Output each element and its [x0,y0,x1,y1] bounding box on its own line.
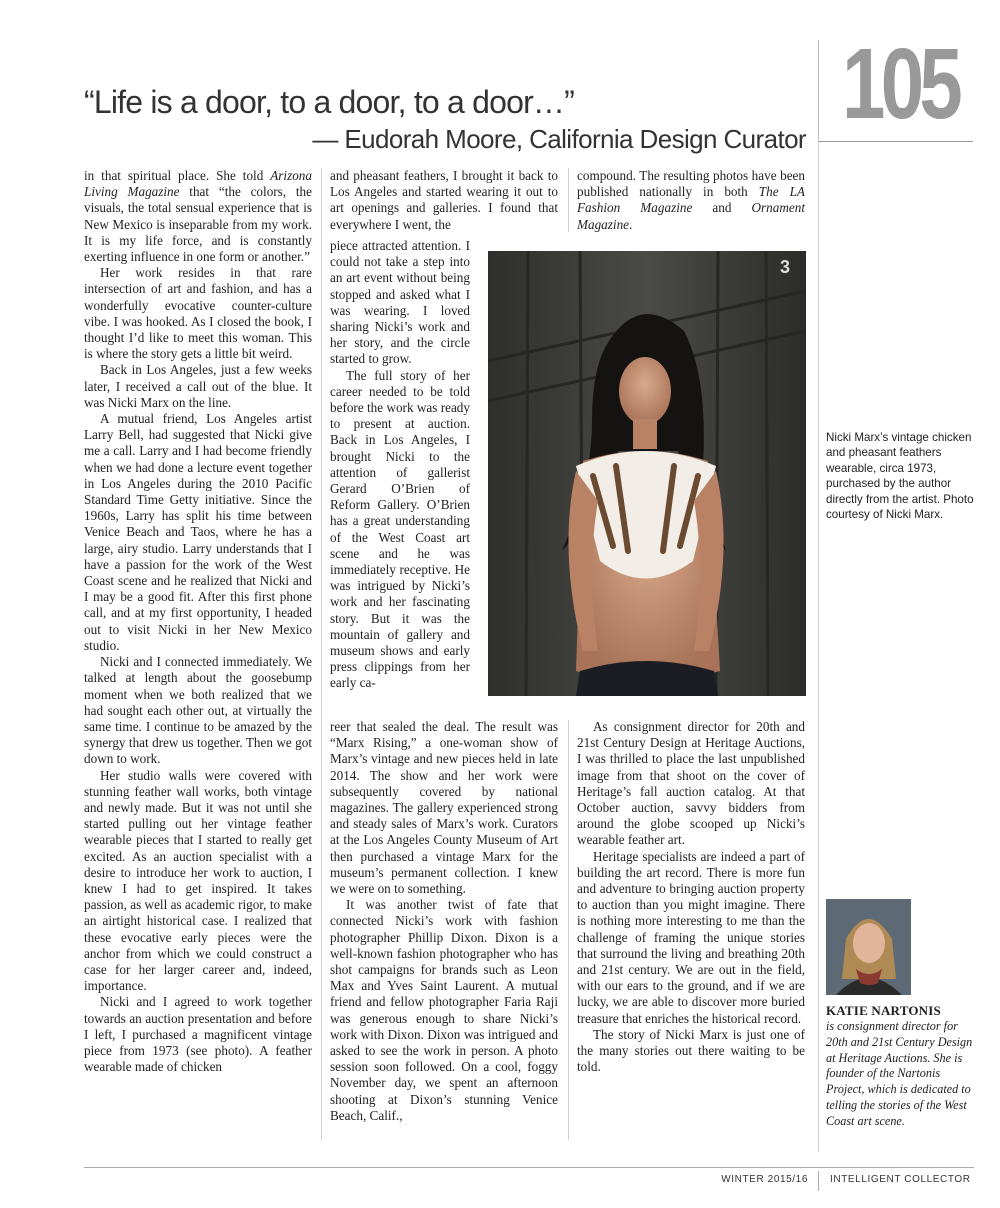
magazine-title: The LA Fashion Magazine [577,184,805,216]
svg-text:3: 3 [780,257,791,277]
author-photo [826,899,911,995]
quote-attribution: — Eudorah Moore, California Design Curator [312,124,806,154]
magazine-title: Ornament Magazine [577,200,805,232]
author-bio: is consignment director for 20th and 21st Century Design at Heritage Auctions. She is founder of the Nartonis Project, which is dedicated to telling the stories of the West Coast art scene. [826,1019,973,1128]
paragraph: The story of Nicki Marx is just one of the many stories out there waiting to be told. [577,1026,805,1075]
paragraph: Heritage specialists are indeed a part of building the art record. There is more fun and adventure to bringing auction property to auction than you might imagine. There is nothing more interesting to me than the challenge of framing the unique stories that surround the living and breathing 20th and 21st century. We are out in the field, with our ears to the ground, and if we are lucky, we are able to discover more buried treasure that enriches the historical record. [577,848,805,1026]
paragraph: Back in Los Angeles, just a few weeks later, I received a call out of the blue. It was Nicki Marx on the line. [84,362,312,410]
feather-wearable-photo [488,251,806,696]
paragraph: piece attracted attention. I could not take a step into an art event without being stopped and asked what I was wearing. I loved sharing Nicki’s work and her story, and the circle started to grow. [330,238,470,367]
article-column-1 [84,168,312,1075]
author-portrait [826,899,911,995]
paragraph: A mutual friend, Los Angeles artist Larry Bell, had suggested that Nicki give me a call. Larry and I had become friendly when we had done a lecture event together in Los Angeles during the 2010 Pacific Standard Time Getty initiative. Since the 1960s, Larry has split his time between Venice Beach and Taos, where he has a large, airy studio. Larry understands that I have a passion for the work of the West Coast scene and he realized that Nicki and I may be a good fit. After this first phone call, and at my first opportunity, I headed out to visit Nicki in her New Mexico studio. [84,411,312,653]
footer-rule [84,1167,974,1168]
feature-photo [488,251,806,696]
article-column-2-bottom [330,719,558,1124]
paragraph: Her studio walls were covered with stunning feather wall works, both vintage and newly made. But it was not until she started pulling out her vintage feather wearable pieces that I started to really get excited. As an auction specialist with a desire to introduce her work to auction, I knew I had to get inspired. It takes passion, as well as academic rigor, to make an airtight historical case. I realized that these evocative early pieces were the anchor from which we could construct a case for her larger career and, indeed, importance. [84,767,312,994]
footer-separator [818,1171,819,1191]
paragraph: The full story of her career needed to be told before the work was ready to present at auction. Back in Los Angeles, I brought Nicki to the attention of gallerist Gerard O’Brien of Reform Gallery. O’Brien has a great understanding of the West Coast art scene and he was immediately receptive. He was intrigued by Nicki’s work and her fascinating story. But it was the mountain of gallery and museum shows and early press clippings from her early ca- [330,367,470,691]
column-rule-2-top [568,168,569,232]
article-column-3-bottom [577,719,805,1075]
column-rule-2-bottom [568,720,569,1140]
paragraph-1: in that spiritual place. She told Arizona Living Magazine that “the colors, the visuals, the total sensual experience that is New Mexico is inseparable from my work. It is my life force, and is constantly exerting influence in one form or another.” [84,168,312,265]
paragraph: Her work resides in that rare intersection of art and fashion, and has a wonderfully evocative counter-culture vibe. I was hooked. As I closed the book, I thought I’d like to meet this woman. This is where the story gets a little bit weird. [84,265,312,362]
pull-quote: “Life is a door, to a door, to a door…” [84,84,574,120]
paragraph: Nicki and I agreed to work together towards an auction presentation and before I left, I purchased a magnificent vintage piece from 1973 (see photo). A feather wearable made of chicken [84,994,312,1075]
footer-issue: WINTER 2015/16 [721,1174,808,1185]
footer-magazine: INTELLIGENT COLLECTOR [830,1174,971,1185]
paragraph: compound. The resulting photos have been published nationally in both The LA Fashion Magazine and Ornament Magazine. [577,168,805,232]
page-number-rule [818,141,973,142]
author-name: KATIE NARTONIS [826,1003,941,1018]
top-vertical-rule [818,40,819,140]
magazine-title: Arizona Living Magazine [84,168,312,200]
article-column-2-top [330,168,558,233]
article-column-3-top [577,168,805,233]
sidebar-rule [818,142,819,1152]
paragraph: It was another twist of fate that connected Nicki’s work with fashion photographer Phillip Dixon. Dixon is a well-known fashion photographer who has shot campaigns for brands such as Leon Max and Yves Saint Laurent. A mutual friend and fellow photographer Faria Raji was generous enough to share Nicki’s work with Dixon. Dixon was intrigued and asked to see the work in person. A photo session soon followed. On a cool, foggy November day, we spent an afternoon shooting at Dixon’s stunning Venice Beach, Calif., [330,897,558,1123]
page-number: 105 [842,28,959,140]
paragraph: Nicki and I connected immediately. We talked at length about the goosebump moment when we both realized that we had sought each other out, at virtually the same time. I continue to be amazed by the synergy that drew us together. Then we got down to work. [84,654,312,767]
paragraph: and pheasant feathers, I brought it back to Los Angeles and started wearing it out to art openings and galleries. I found that everywhere I went, the [330,168,558,232]
article-column-2-narrow [330,238,470,692]
photo-caption: Nicki Marx’s vintage chicken and pheasant feathers wearable, circa 1973, purchased by the author directly from the artist. Photo courtesy of Nicki Marx. [826,431,974,522]
column-rule-1 [321,168,322,1140]
paragraph: As consignment director for 20th and 21st Century Design at Heritage Auctions, I was thrilled to place the last unpublished image from that shoot on the cover of Heritage’s fall auction catalog. At that October auction, savvy bidders from around the globe scooped up Nicki’s wearable feather art. [577,719,805,848]
paragraph: reer that sealed the deal. The result was “Marx Rising,” a one-woman show of Marx’s vintage and new pieces held in late 2014. The show and her work were subsequently covered by national magazines. The gallery experienced strong and steady sales of Marx’s work. Curators at the Los Angeles County Museum of Art then purchased a vintage Marx for the museum’s permanent collection. I knew we were on to something. [330,719,558,897]
